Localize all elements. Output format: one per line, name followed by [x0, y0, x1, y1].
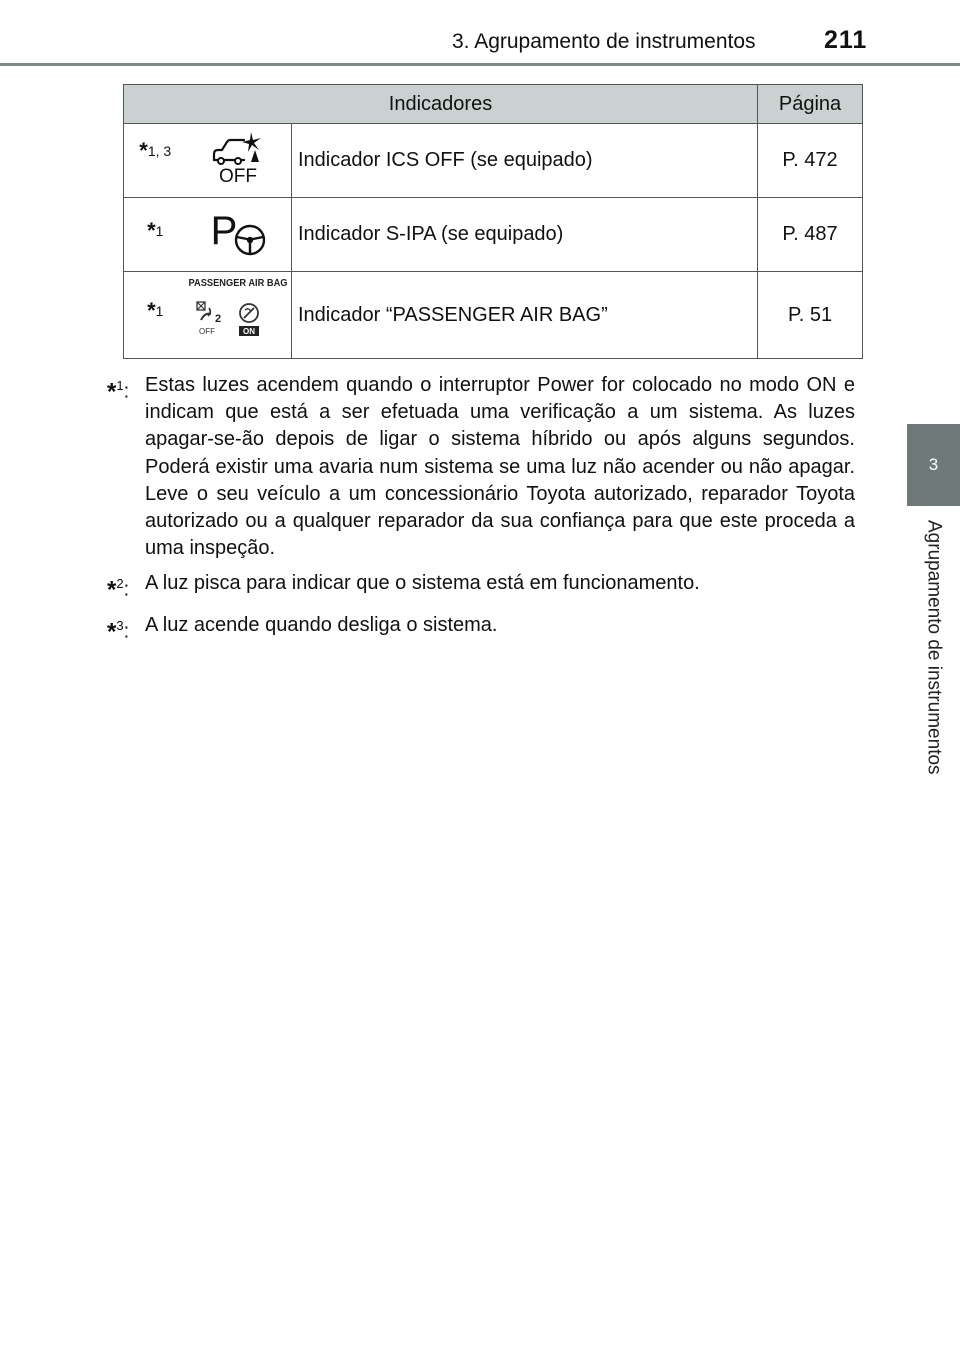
footnote-text: A luz acende quando desliga o sistema. — [145, 614, 498, 637]
ics-off-icon-cell — [187, 124, 292, 198]
passenger-airbag-icon-title: PASSENGER AIR BAG — [188, 277, 288, 289]
chapter-tab-number: 3 — [907, 424, 960, 506]
ics-off-icon-text: OFF — [218, 165, 257, 186]
note-marker-cell — [124, 124, 187, 198]
passenger-airbag-icon-cell — [187, 272, 292, 359]
asterisk-icon: * — [147, 298, 156, 323]
header-indicators: Indicadores — [124, 85, 758, 124]
footnote-marker: *$^2$: — [107, 576, 130, 605]
indicators-table — [123, 84, 863, 359]
asterisk-icon: * — [107, 577, 117, 605]
footnote — [107, 372, 855, 562]
table-row — [124, 198, 863, 272]
svg-text:2: 2 — [215, 313, 222, 325]
header-page: Página — [758, 85, 863, 124]
footnote-marker: *$^1$: — [107, 378, 130, 406]
note-marker: 1 — [155, 303, 164, 319]
page-reference: P. 51 — [758, 272, 863, 359]
s-ipa-icon-text: P — [210, 208, 238, 253]
chapter-tab-label: Agrupamento de instrumentos — [923, 520, 945, 775]
s-ipa-icon-cell — [187, 198, 292, 272]
asterisk-icon: * — [107, 618, 117, 646]
airbag-off-label: OFF — [199, 327, 216, 336]
note-marker: 1, 3 — [147, 143, 172, 159]
footnote — [107, 570, 855, 604]
note-marker: 1 — [155, 223, 164, 239]
s-ipa-icon — [204, 204, 274, 260]
table-header-row — [124, 85, 863, 124]
note-marker-cell — [124, 198, 187, 272]
asterisk-icon: * — [107, 378, 117, 406]
indicator-description: Indicador “PASSENGER AIR BAG” — [292, 272, 758, 359]
table-row — [124, 124, 863, 198]
chapter-tab — [907, 508, 960, 808]
footnote-marker: *$^3$: — [107, 618, 130, 646]
header-rule — [0, 63, 960, 66]
passenger-airbag-icon — [187, 272, 290, 352]
note-marker-cell — [124, 272, 187, 359]
page-reference: P. 487 — [758, 198, 863, 272]
airbag-on-label: ON — [243, 327, 256, 336]
table-row — [124, 272, 863, 359]
asterisk-icon: * — [147, 218, 156, 243]
footnotes — [107, 372, 855, 654]
section-title: 3. Agrupamento de instrumentos — [452, 30, 756, 53]
footnote — [107, 612, 855, 646]
footnote-text: A luz pisca para indicar que o sistema está em funcionamento. — [145, 572, 700, 595]
indicator-description: Indicador ICS OFF (se equipado) — [292, 124, 758, 198]
footnote-text: Estas luzes acendem quando o interruptor Power for colocado no modo ON e indicam que está a ser efetuada uma verificação a um sistema. As luzes apagar-se-ão depois de ligar o sistema híbrido ou após alguns segundos. Poderá existir uma avaria num sistema se uma luz não acender ou não apagar. Leve o seu veículo a um concessionário Toyota autorizado, reparador Toyota autorizado ou a qualquer reparador da sua confiança para que este proceda a uma inspeção. — [145, 374, 855, 560]
page-reference: P. 472 — [758, 124, 863, 198]
page-number: 211 — [824, 26, 868, 54]
asterisk-icon: * — [139, 138, 148, 163]
indicator-description: Indicador S-IPA (se equipado) — [292, 198, 758, 272]
ics-off-icon — [204, 130, 274, 186]
